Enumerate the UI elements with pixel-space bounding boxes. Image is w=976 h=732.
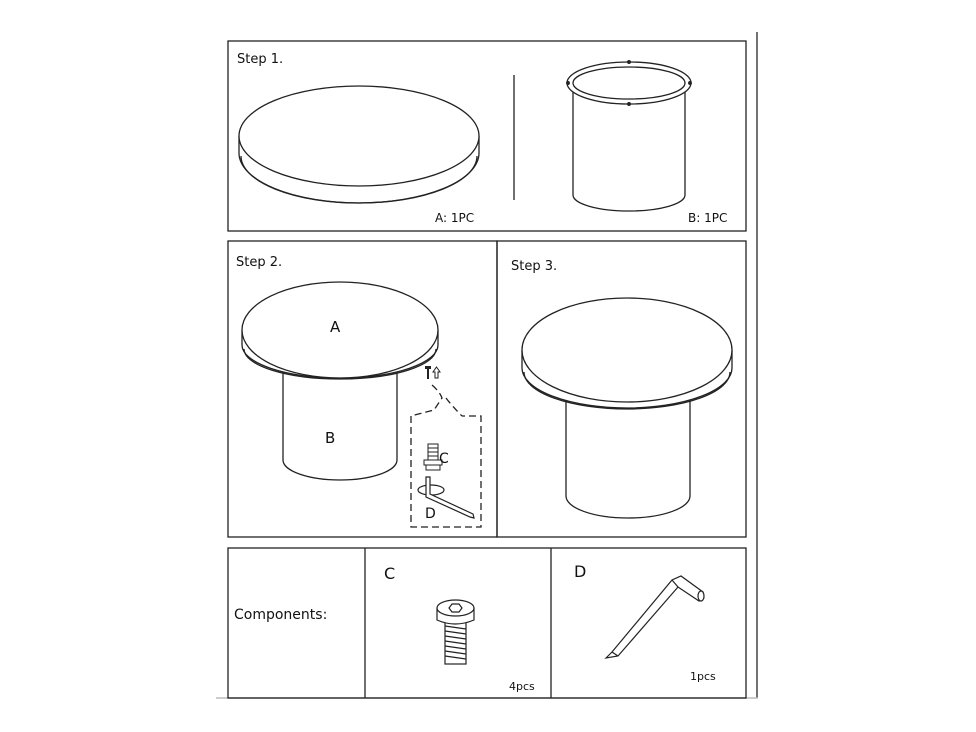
detail-label-d: D [425, 506, 436, 522]
tabletop-a-drawing [239, 86, 479, 203]
step2-table-drawing [242, 282, 438, 480]
label-base-b: B [325, 429, 336, 447]
bolt-insert-indicator-icon [425, 366, 440, 379]
part-a-quantity: A: 1PC [435, 211, 475, 225]
component-d-quantity: 1pcs [690, 670, 716, 683]
step1-title: Step 1. [237, 52, 284, 67]
part-b-quantity: B: 1PC [688, 211, 728, 225]
label-tabletop-a: A [330, 318, 341, 336]
components-title: Components: [234, 607, 328, 623]
component-d-letter: D [574, 562, 587, 581]
component-c-quantity: 4pcs [509, 680, 535, 693]
step2-title: Step 2. [236, 255, 283, 270]
base-b-drawing [567, 61, 692, 211]
allen-key-icon [606, 576, 704, 658]
component-c-letter: C [384, 564, 396, 583]
detail-label-c: C [439, 451, 449, 467]
step3-title: Step 3. [511, 259, 558, 274]
step3-assembled-table-drawing [522, 298, 732, 518]
components-panel [228, 548, 746, 698]
hex-socket-bolt-icon [437, 600, 474, 664]
